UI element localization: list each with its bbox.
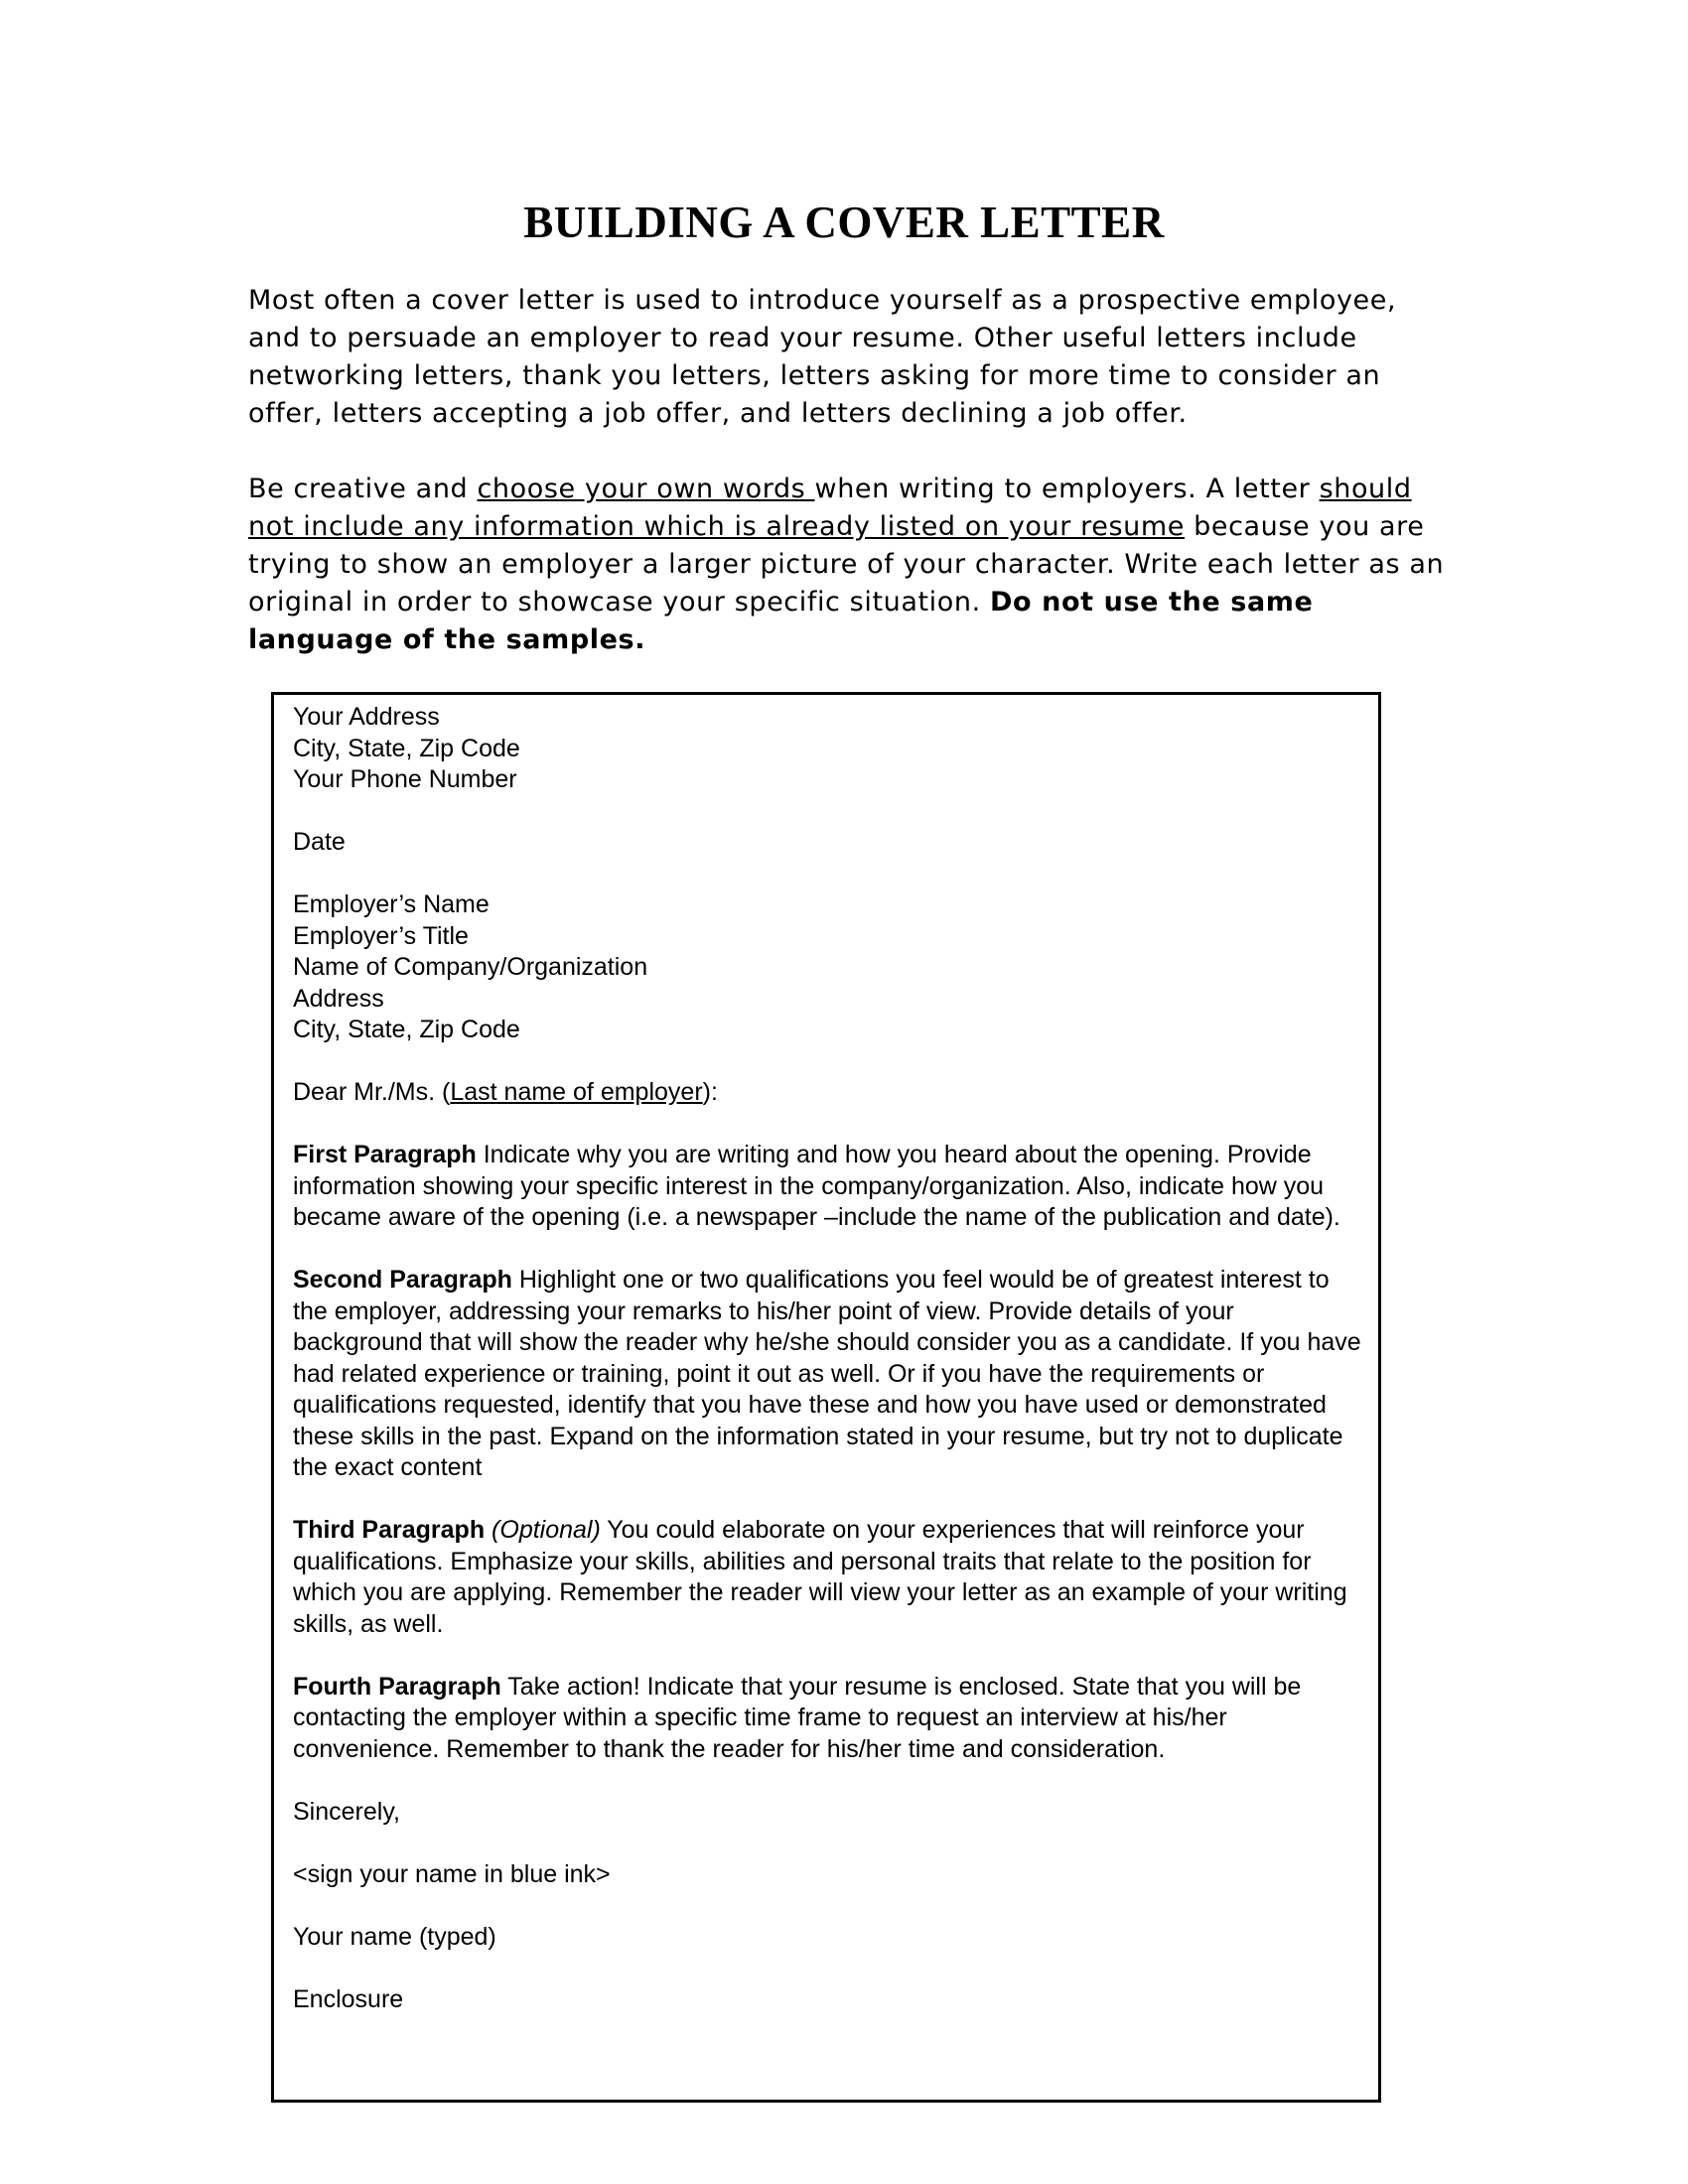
salutation-name: Last name of employer bbox=[450, 1078, 703, 1106]
third-paragraph-body: You could elaborate on your experiences that will reinforce your qualifications. Emphasize your skills, abilities and personal traits that relate to the position for which you are applying. Remember the reader will view your letter as an example of your writing skills, as well. bbox=[293, 1516, 1347, 1638]
sender-city-state-zip: City, State, Zip Code bbox=[293, 734, 520, 762]
letter-date: Date bbox=[293, 828, 346, 856]
recipient-block bbox=[293, 889, 1370, 1046]
page-title: BUILDING A COVER LETTER bbox=[523, 198, 1165, 247]
intro-underline-resume: should not include any information which is already listed on your resume bbox=[248, 474, 1412, 542]
salutation bbox=[293, 1077, 1370, 1109]
fourth-paragraph-heading: Fourth Paragraph bbox=[293, 1672, 501, 1701]
intro-paragraph-2 bbox=[248, 471, 1450, 659]
third-paragraph-optional: (Optional) bbox=[492, 1516, 601, 1544]
fourth-paragraph bbox=[293, 1672, 1370, 1766]
recipient-title: Employer’s Title bbox=[293, 921, 469, 950]
second-paragraph-body: Highlight one or two qualifications you feel would be of greatest interest to the employer, addressing your remarks to his/her point of view. Provide details of your background that will show the reader why he/she should consider you as a candidate. If you have had related experience or training, point it out as well. Or if you have the requirements or qualifications requested, identify that you have these and how you have used or demonstrated these skills in the past. Expand on the information stated in your resume, but try not to duplicate the exact content bbox=[293, 1266, 1361, 1481]
intro-underline-own-words: choose your own words bbox=[477, 474, 815, 504]
third-paragraph-heading: Third Paragraph bbox=[293, 1516, 486, 1544]
first-paragraph-heading: First Paragraph bbox=[293, 1141, 477, 1168]
sample-letter bbox=[293, 702, 1370, 2047]
signature-placeholder: <sign your name in blue ink> bbox=[293, 1859, 611, 1888]
intro-paragraph-1: Most often a cover letter is used to introduce yourself as a prospective employee, and to persuade an employer to read your resume. Other useful letters include networking letters, thank you letters, letters asking for more time to consider an offer, letters accepting a job offer, and letters declining a job offer. bbox=[248, 285, 1397, 429]
sender-address: Your Address bbox=[293, 703, 440, 731]
first-paragraph bbox=[293, 1140, 1370, 1234]
recipient-address: Address bbox=[293, 984, 384, 1013]
recipient-company: Name of Company/Organization bbox=[293, 953, 648, 981]
intro-text: when writing to employers. A letter bbox=[814, 474, 1320, 504]
first-paragraph-body: Indicate why you are writing and how you heard about the opening. Provide information showing your specific interest in the company/organization. Also, indicate how you became aware of the opening (i.e. a newspaper –include the name of the publication and date). bbox=[293, 1141, 1340, 1231]
recipient-name: Employer’s Name bbox=[293, 890, 490, 918]
intro-bold-warning: Do not use the same language of the samples. bbox=[248, 587, 1314, 655]
salutation-prefix: Dear Mr./Ms. ( bbox=[293, 1078, 451, 1106]
third-paragraph bbox=[293, 1515, 1370, 1640]
recipient-city-state-zip: City, State, Zip Code bbox=[293, 1016, 520, 1043]
salutation-suffix: ): bbox=[702, 1078, 718, 1106]
second-paragraph bbox=[293, 1265, 1370, 1484]
enclosure: Enclosure bbox=[293, 1984, 404, 2013]
fourth-paragraph-body: Take action! Indicate that your resume is enclosed. State that you will be contacting the employer within a specific time frame to request an interview at his/her convenience. Remember to thank the reader for his/her time and consideration. bbox=[293, 1672, 1302, 1763]
intro-text: Be creative and bbox=[248, 474, 478, 504]
sender-block bbox=[293, 702, 1370, 796]
sender-phone: Your Phone Number bbox=[293, 765, 517, 793]
second-paragraph-heading: Second Paragraph bbox=[293, 1266, 512, 1294]
closing: Sincerely, bbox=[293, 1797, 400, 1826]
intro-text: because you are trying to show an employer a larger picture of your character. Write each letter as an original in order to showcase your specific situation. bbox=[248, 511, 1445, 617]
typed-name: Your name (typed) bbox=[293, 1922, 496, 1951]
